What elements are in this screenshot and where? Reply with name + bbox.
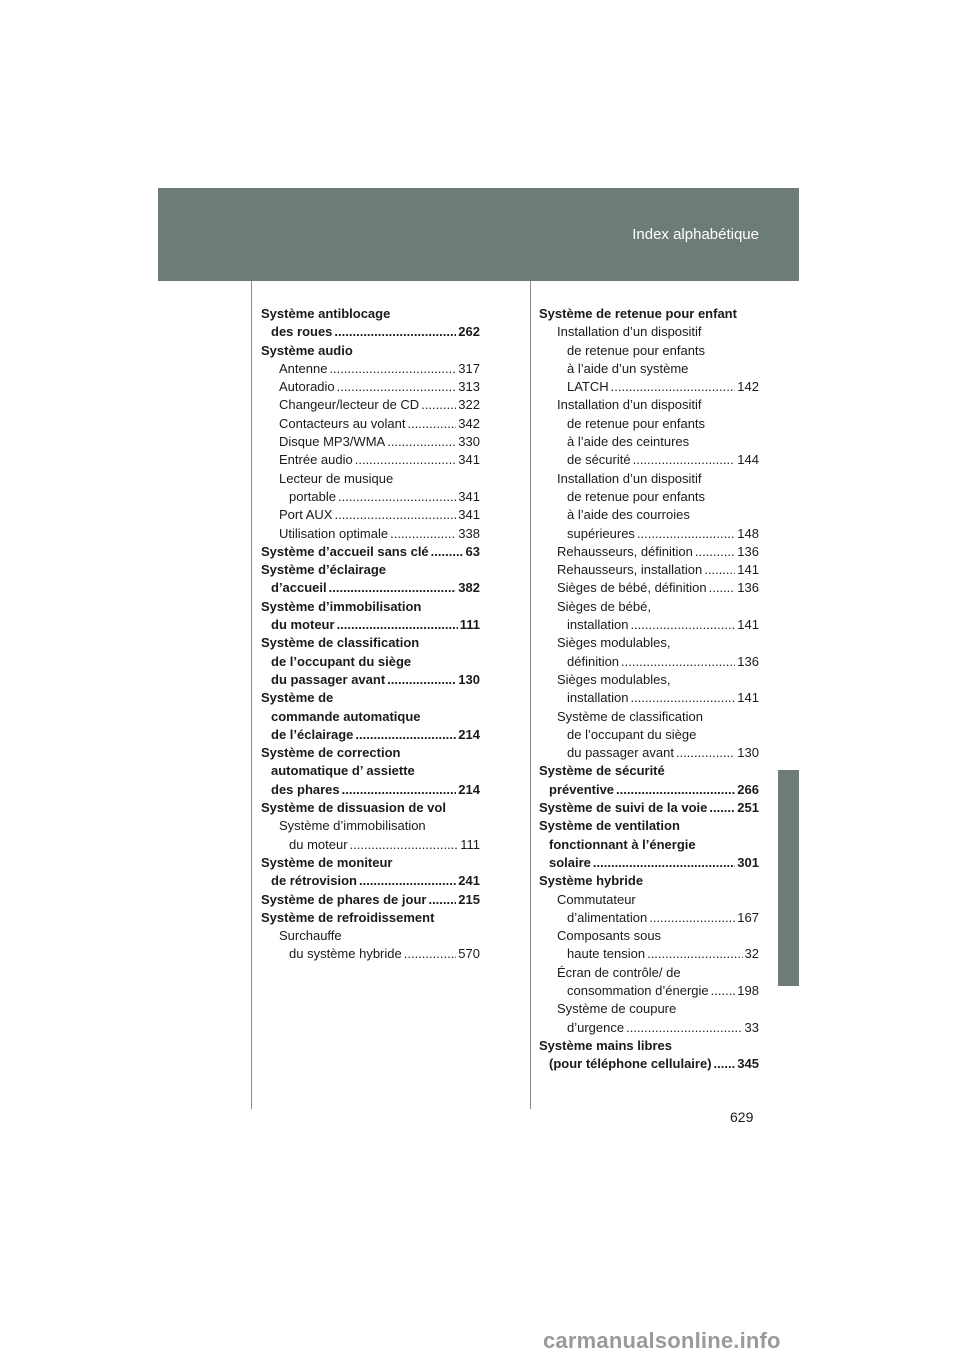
index-entry xyxy=(539,726,759,744)
index-entry-text: Installation d’un dispositif xyxy=(557,397,702,413)
index-page-ref: 214 xyxy=(458,781,480,797)
index-entry xyxy=(261,817,480,835)
index-entry-text: à l’aide des ceintures xyxy=(567,434,690,450)
index-entry xyxy=(261,891,480,909)
index-entry xyxy=(539,964,759,982)
index-page-ref: 33 xyxy=(744,1019,759,1035)
index-page-ref: 301 xyxy=(737,854,759,870)
index-entry xyxy=(539,781,759,799)
index-entry-text: du passager avant xyxy=(271,671,386,687)
index-entry-text: Système d’accueil sans clé xyxy=(261,543,429,559)
index-entry xyxy=(539,323,759,341)
index-page-ref: 130 xyxy=(458,671,480,687)
index-entry xyxy=(261,451,480,469)
leader-dots xyxy=(633,451,736,469)
index-entry xyxy=(261,872,480,890)
index-entry-text: portable xyxy=(289,488,336,504)
index-entry-text: d’accueil xyxy=(271,580,327,596)
leader-dots xyxy=(338,488,456,506)
index-entry-text: Système de xyxy=(261,690,334,706)
leader-dots xyxy=(387,433,456,451)
index-entry xyxy=(261,415,480,433)
index-entry xyxy=(261,323,480,341)
index-entry-text: fonctionnant à l’énergie xyxy=(549,836,696,852)
index-entry xyxy=(261,598,480,616)
index-entry xyxy=(539,506,759,524)
leader-dots xyxy=(390,525,456,543)
leader-dots xyxy=(637,525,735,543)
index-page-ref: 317 xyxy=(458,360,480,376)
index-entry xyxy=(539,433,759,451)
index-entry xyxy=(539,360,759,378)
index-entry-text: Installation d’un dispositif xyxy=(557,470,702,486)
index-entry xyxy=(539,909,759,927)
index-entry xyxy=(261,854,480,872)
index-entry xyxy=(261,470,480,488)
index-entry-text: du passager avant xyxy=(567,745,674,761)
leader-dots xyxy=(329,360,456,378)
index-entry-text: Rehausseurs, installation xyxy=(557,562,703,578)
index-page-ref: 322 xyxy=(458,397,480,413)
index-page-ref: 111 xyxy=(459,617,480,633)
index-page-ref: 262 xyxy=(458,324,480,340)
index-entry xyxy=(261,762,480,780)
leader-dots xyxy=(647,945,742,963)
index-entry xyxy=(261,433,480,451)
leader-dots xyxy=(621,653,735,671)
leader-dots xyxy=(630,616,735,634)
index-entry xyxy=(261,653,480,671)
index-entry-text: de retenue pour enfants xyxy=(567,488,706,504)
index-entry xyxy=(539,708,759,726)
index-entry-text: LATCH xyxy=(567,379,609,395)
index-page-ref: 141 xyxy=(737,562,759,578)
index-page-ref: 130 xyxy=(737,745,759,761)
index-page-ref: 382 xyxy=(458,580,480,596)
index-entry xyxy=(539,872,759,890)
leader-dots xyxy=(355,726,456,744)
leader-dots xyxy=(329,579,457,597)
index-entry-text: Sièges modulables, xyxy=(557,635,671,651)
index-entry-text: Système de coupure xyxy=(557,1001,677,1017)
index-entry-text: Port AUX xyxy=(279,507,333,523)
index-entry-text: Surchauffe xyxy=(279,928,342,944)
index-entry-text: consommation d’énergie xyxy=(567,982,709,998)
index-entry-text: Rehausseurs, définition xyxy=(557,543,693,559)
leader-dots xyxy=(649,909,735,927)
leader-dots xyxy=(387,671,456,689)
index-entry xyxy=(261,305,480,323)
index-entry xyxy=(261,671,480,689)
leader-dots xyxy=(350,836,459,854)
index-entry xyxy=(261,744,480,762)
index-entry xyxy=(261,726,480,744)
index-entry-text: des roues xyxy=(271,324,333,340)
index-entry xyxy=(539,653,759,671)
leader-dots xyxy=(337,616,458,634)
watermark-text: carmanualsonline.info xyxy=(543,1328,781,1353)
index-entry-text: préventive xyxy=(549,781,615,797)
index-entry xyxy=(539,561,759,579)
index-entry-text: (pour téléphone cellulaire) xyxy=(549,1056,712,1072)
leader-dots xyxy=(359,872,456,890)
index-entry xyxy=(539,1019,759,1037)
index-entry-text: Système d’immobilisation xyxy=(279,818,426,834)
index-entry-text: de l’occupant du siège xyxy=(567,726,697,742)
index-page-ref: 341 xyxy=(458,452,480,468)
index-entry xyxy=(539,488,759,506)
index-entry xyxy=(261,561,480,579)
index-entry-text: solaire xyxy=(549,854,591,870)
leader-dots xyxy=(337,378,457,396)
index-page-ref: 570 xyxy=(458,946,480,962)
index-page-ref: 148 xyxy=(737,525,759,541)
index-entry xyxy=(539,470,759,488)
index-page-ref: 136 xyxy=(737,580,759,596)
index-entry-text: supérieures xyxy=(567,525,635,541)
index-entry-text: Système de moniteur xyxy=(261,854,393,870)
index-entry-text: Autoradio xyxy=(279,379,335,395)
index-entry-text: du moteur xyxy=(289,836,348,852)
index-entry xyxy=(539,927,759,945)
index-entry-text: Disque MP3/WMA xyxy=(279,434,386,450)
index-entry-text: de sécurité xyxy=(567,452,631,468)
index-page-ref: 136 xyxy=(737,653,759,669)
index-entry-text: Système de retenue pour enfant xyxy=(539,306,737,321)
index-entry-text: Écran de contrôle/ de xyxy=(557,964,681,980)
index-entry xyxy=(539,1055,759,1073)
index-entry xyxy=(261,360,480,378)
index-entry-text: de retenue pour enfants xyxy=(567,415,706,431)
index-page-ref: 141 xyxy=(737,690,759,706)
index-entry-text: Sièges modulables, xyxy=(557,671,671,687)
index-entry-text: Utilisation optimale xyxy=(279,525,389,541)
index-entry-text: Système mains libres xyxy=(539,1037,672,1053)
index-entry-text: Installation d’un dispositif xyxy=(557,324,702,340)
index-page-ref: 241 xyxy=(458,873,480,889)
index-entry xyxy=(261,525,480,543)
index-entry xyxy=(261,342,480,360)
index-entry-text: Système de sécurité xyxy=(539,763,665,779)
index-page-ref: 215 xyxy=(458,891,480,907)
index-entry xyxy=(261,945,480,963)
index-entry-text: de rétrovision xyxy=(271,873,357,889)
index-entry-text: Antenne xyxy=(279,360,328,376)
leader-dots xyxy=(711,982,736,1000)
index-entry xyxy=(539,689,759,707)
index-entry-text: Sièges de bébé, définition xyxy=(557,580,707,596)
index-entry-text: Système de phares de jour xyxy=(261,891,427,907)
index-page-ref: 141 xyxy=(737,617,759,633)
index-page-ref: 266 xyxy=(737,781,759,797)
index-page-ref: 342 xyxy=(458,415,480,431)
leader-dots xyxy=(714,1055,736,1073)
index-entry-text: commande automatique xyxy=(271,708,421,724)
index-entry xyxy=(261,634,480,652)
index-entry-text: Sièges de bébé, xyxy=(557,598,651,614)
leader-dots xyxy=(428,891,456,909)
leader-dots xyxy=(709,579,736,597)
index-entry xyxy=(261,799,480,817)
leader-dots xyxy=(421,396,456,414)
index-entry-text: des phares xyxy=(271,781,340,797)
index-entry-text: Contacteurs au volant xyxy=(279,415,406,431)
index-entry xyxy=(539,854,759,872)
index-entry xyxy=(539,891,759,909)
leader-dots xyxy=(404,945,457,963)
index-page-ref: 144 xyxy=(737,452,759,468)
leader-dots xyxy=(342,781,457,799)
leader-dots xyxy=(334,323,456,341)
index-page-ref: 214 xyxy=(458,726,480,742)
index-entry-text: de l’occupant du siège xyxy=(271,653,412,669)
index-entry xyxy=(539,1000,759,1018)
index-entry xyxy=(261,579,480,597)
index-column-right xyxy=(539,305,759,1073)
leader-dots xyxy=(626,1019,742,1037)
index-page-ref: 313 xyxy=(458,379,480,395)
leader-dots xyxy=(334,506,456,524)
index-entry xyxy=(539,762,759,780)
index-entry xyxy=(539,945,759,963)
index-entry-text: Entrée audio xyxy=(279,452,353,468)
index-page-ref: 136 xyxy=(737,543,759,559)
index-entry xyxy=(261,378,480,396)
index-entry-text: haute tension xyxy=(567,946,646,962)
index-entry-text: Système de refroidissement xyxy=(261,909,435,925)
index-entry-text: Système de ventilation xyxy=(539,818,680,834)
index-entry xyxy=(539,598,759,616)
section-title: Index alphabétique xyxy=(632,226,759,243)
index-entry-text: à l’aide des courroies xyxy=(567,507,690,523)
index-entry-text: Composants sous xyxy=(557,928,662,944)
index-page-ref: 338 xyxy=(458,525,480,541)
index-entry-text: Système de correction xyxy=(261,745,401,761)
index-entry xyxy=(261,543,480,561)
index-entry xyxy=(539,415,759,433)
index-entry xyxy=(539,671,759,689)
index-entry-text: du moteur xyxy=(271,617,335,633)
section-thumb-tab xyxy=(778,770,799,986)
index-page-ref: 251 xyxy=(737,800,759,816)
leader-dots xyxy=(355,451,457,469)
index-entry-text: du système hybride xyxy=(289,946,402,962)
index-page-ref: 32 xyxy=(744,946,759,962)
index-entry xyxy=(539,836,759,854)
index-entry xyxy=(261,781,480,799)
index-entry xyxy=(261,396,480,414)
index-entry-text: Changeur/lecteur de CD xyxy=(279,397,420,413)
index-entry xyxy=(261,927,480,945)
index-column-left xyxy=(261,305,480,964)
index-entry xyxy=(539,616,759,634)
index-entry-text: Système de suivi de la voie xyxy=(539,800,708,816)
leader-dots xyxy=(593,854,735,872)
index-entry-text: installation xyxy=(567,690,629,706)
index-page-ref: 330 xyxy=(458,434,480,450)
index-entry-text: installation xyxy=(567,617,629,633)
index-entry xyxy=(261,488,480,506)
index-page-ref: 198 xyxy=(737,982,759,998)
index-entry-text: Lecteur de musique xyxy=(279,470,394,486)
index-page-ref: 142 xyxy=(737,379,759,395)
leader-dots xyxy=(407,415,456,433)
index-page-ref: 341 xyxy=(458,507,480,523)
page-header-band xyxy=(158,188,799,281)
index-entry xyxy=(539,305,759,323)
index-entry-text: Système de classification xyxy=(557,708,703,724)
index-entry-text: d’alimentation xyxy=(567,909,648,925)
index-entry xyxy=(261,689,480,707)
index-page-ref: 345 xyxy=(737,1056,759,1072)
index-entry-text: Système d’immobilisation xyxy=(261,598,422,614)
index-entry-text: d’urgence xyxy=(567,1019,625,1035)
index-entry-text: Commutateur xyxy=(557,891,636,907)
index-entry-text: Système hybride xyxy=(539,873,644,889)
index-entry xyxy=(539,451,759,469)
index-entry xyxy=(539,396,759,414)
leader-dots xyxy=(431,543,464,561)
index-entry xyxy=(539,634,759,652)
index-entry xyxy=(261,506,480,524)
index-entry xyxy=(539,817,759,835)
column-rule-left xyxy=(251,281,252,1109)
index-entry xyxy=(261,708,480,726)
index-entry xyxy=(261,616,480,634)
index-entry-text: automatique d’ assiette xyxy=(271,763,415,779)
leader-dots xyxy=(611,378,736,396)
index-entry xyxy=(539,799,759,817)
column-rule-middle xyxy=(530,281,531,1109)
index-entry xyxy=(539,378,759,396)
index-entry-text: de retenue pour enfants xyxy=(567,342,706,358)
index-entry xyxy=(261,909,480,927)
index-entry-text: à l’aide d’un système xyxy=(567,360,689,376)
index-page-ref: 63 xyxy=(465,543,480,559)
index-entry-text: Système audio xyxy=(261,342,353,358)
leader-dots xyxy=(709,799,735,817)
leader-dots xyxy=(676,744,735,762)
index-page-ref: 111 xyxy=(460,836,480,852)
leader-dots xyxy=(616,781,735,799)
index-entry xyxy=(539,744,759,762)
index-entry xyxy=(539,543,759,561)
index-page-ref: 341 xyxy=(458,488,480,504)
index-entry-text: de l’éclairage xyxy=(271,726,354,742)
index-page-ref: 167 xyxy=(737,909,759,925)
leader-dots xyxy=(695,543,735,561)
index-entry-text: définition xyxy=(567,653,620,669)
page-number: 629 xyxy=(730,1109,754,1125)
index-entry-text: Système de classification xyxy=(261,635,420,651)
index-entry xyxy=(539,982,759,1000)
leader-dots xyxy=(630,689,735,707)
index-entry-text: Système antiblocage xyxy=(261,306,391,321)
leader-dots xyxy=(704,561,735,579)
index-entry-text: Système de dissuasion de vol xyxy=(261,800,446,816)
index-entry-text: Système d’éclairage xyxy=(261,562,387,578)
index-entry xyxy=(261,836,480,854)
index-entry xyxy=(539,525,759,543)
index-entry xyxy=(539,579,759,597)
index-entry xyxy=(539,342,759,360)
index-entry xyxy=(539,1037,759,1055)
